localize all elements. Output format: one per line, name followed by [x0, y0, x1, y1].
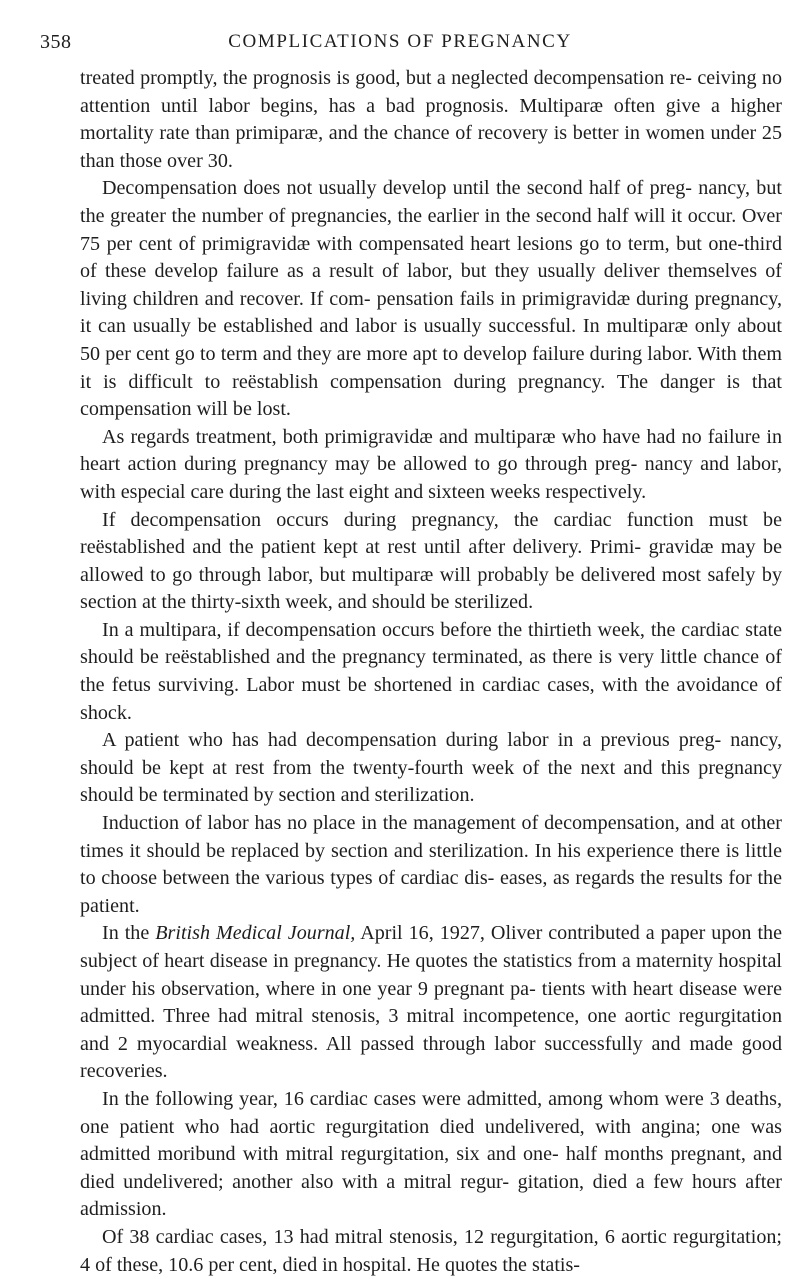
paragraph-decompensation-onset: Decompensation does not usually develop until the second half of preg- nancy, but the greater the number of pregnancies, the earlier in the second half will it occur. Over 75 per cent of primigravidæ with compensated heart lesions go to term, but one-third of these develop failure as a result of labor, but they usually deliver themselves of living children and recover. If com- pensation fails in primigravidæ during pregnancy, it can usually be established and labor is usually successful. In multiparæ only about 50 per cent go to term and they are more apt to develop failure during labor. With them it is difficult to reëstablish compensation during pregnancy. The danger is that compensation will be lost.	[80, 177, 782, 421]
paragraph-multipara: In a multipara, if decompensation occurs before the thirtieth week, the cardiac state should be reëstablished and the pregnancy terminated, as there is very little chance of the fetus surviving. Labor must be shortened in cardiac cases, with the avoidance of shock.	[80, 618, 782, 724]
paragraph-previous-pregnancy: A patient who has had decompensation during labor in a previous preg- nancy, should be kept at rest from the twenty-fourth week of the next and this pregnancy should be terminated by section and sterilization.	[80, 729, 782, 807]
paragraph-oliver-body: April 16, 1927, Oliver contributed a paper upon the subject of heart disease in pregnancy. He quotes the statistics from a maternity hospital under his observation, where in one year 9 pregnant pa- tients with heart disease were admitted. Three had mitral stenosis, 3 mitral incompetence, one aortic regurgitation and 2 myocardial weakness. All passed through labor successfully and made good recoveries.	[80, 922, 783, 1083]
page-header	[40, 31, 760, 61]
paragraph-induction: Induction of labor has no place in the management of decompensation, and at other times it should be replaced by section and sterilization. In his experience there is little to choose between the various types of cardiac dis- eases, as regards the results for the patient.	[80, 812, 782, 917]
journal-title: British Medical Journal,	[155, 922, 356, 945]
body-text	[80, 65, 782, 1279]
running-head: COMPLICATIONS OF PREGNANCY	[228, 31, 572, 52]
paragraph-prognosis: treated promptly, the prognosis is good, but a neglected decompensation re- ceiving no attention until labor begins, has a bad prognosis. Multiparæ often give a higher mortality rate than primiparæ, and the chance of recovery is better in women under 25 than those over 30.	[80, 67, 782, 172]
paragraph-treatment: As regards treatment, both primigravidæ and multiparæ who have had no failure in heart action during pregnancy may be allowed to go through preg- nancy and labor, with especial care during the last eight and sixteen weeks respectively.	[80, 425, 782, 503]
paragraph-oliver-intro: In the	[102, 922, 156, 945]
paragraph-decompensation-pregnancy: If decompensation occurs during pregnancy, the cardiac function must be reëstablished and the patient kept at rest until after delivery. Primi- gravidæ may be allowed to go through labor, but multiparæ will probably be delivered most safely by section at the thirty-sixth week, and should be sterilized.	[80, 508, 782, 614]
paragraph-oliver-paper	[80, 920, 782, 1086]
paragraph-statistics: Of 38 cardiac cases, 13 had mitral stenosis, 12 regurgitation, 6 aortic regurgitation; 4 of these, 10.6 per cent, died in hospital. He quotes the statis-	[80, 1225, 782, 1276]
page-number: 358	[40, 31, 72, 53]
paragraph-following-year: In the following year, 16 cardiac cases were admitted, among whom were 3 deaths, one patient who had aortic regurgitation died undelivered, with angina; one was admitted moribund with mitral regurgitation, six and one- half months pregnant, and died undelivered; another also with a mitral regur- gitation, died a few hours after admission.	[80, 1087, 782, 1221]
